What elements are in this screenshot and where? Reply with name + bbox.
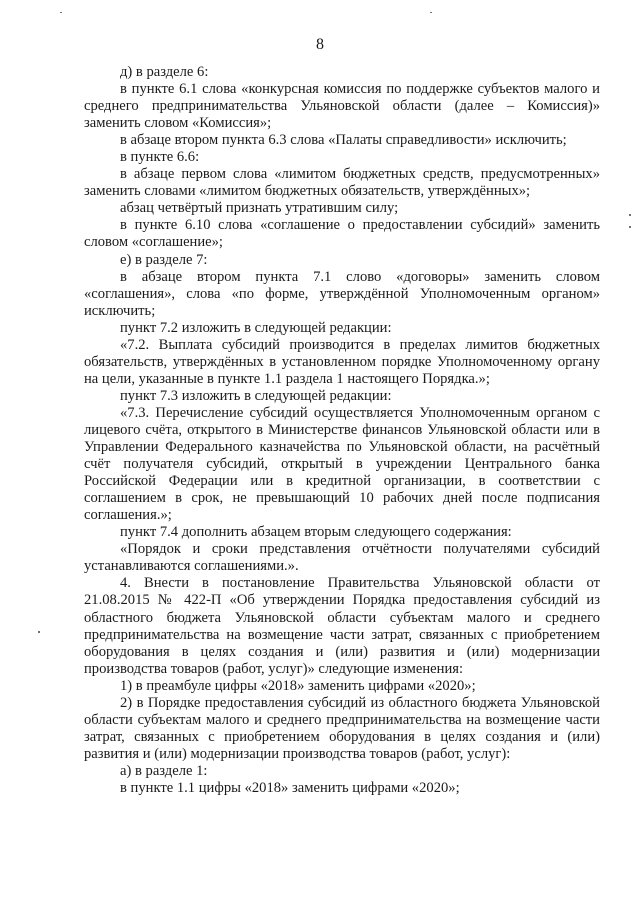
scan-speck (430, 12, 432, 13)
paragraph: «Порядок и сроки представления отчётности получателями субсидий устанавливаются соглашениями.». (84, 541, 600, 575)
paragraph: 4. Внести в постановление Правительства Ульяновской области от 21.08.2015 № 422-П «Об утверждении Порядка предоставления субсидий из областного бюджета Ульяновской области субъектам малого и среднего предпринимательства на возмещение части затрат, связанных с приобретением оборудования в целях создания и (или) развития и (или) модернизации производства товаров (работ, услуг)» следующие изменения: (84, 575, 600, 677)
document-body (84, 64, 600, 797)
paragraph: в абзаце втором пункта 7.1 слово «договоры» заменить словом «соглашения», слова «по форме, утверждённой Уполномоченным органом» исключить; (84, 268, 600, 319)
paragraph: 1) в преамбуле цифры «2018» заменить цифрами «2020»; (120, 677, 476, 694)
paragraph: в пункте 6.6: (120, 149, 200, 166)
paragraph: в абзаце втором пункта 6.3 слова «Палаты справедливости» исключить; (120, 132, 567, 149)
paragraph: в пункте 1.1 цифры «2018» заменить цифрами «2020»; (120, 779, 460, 796)
paragraph: е) в разделе 7: (120, 251, 208, 268)
paragraph: абзац четвёртый признать утратившим силу; (120, 200, 399, 217)
paragraph: пункт 7.2 изложить в следующей редакции: (120, 319, 392, 336)
paragraph: 2) в Порядке предоставления субсидий из областного бюджета Ульяновской области субъектам малого и среднего предпринимательства на возмещение части затрат, связанных с приобретением оборудования в целях создания и (или) развития и (или) модернизации производства товаров (работ, услуг): (84, 694, 600, 762)
scan-speck (629, 214, 631, 216)
scan-speck (60, 12, 62, 13)
scan-speck (629, 226, 631, 228)
page-number: 8 (316, 36, 324, 53)
paragraph: д) в разделе 6: (120, 64, 209, 80)
paragraph: пункт 7.4 дополнить абзацем вторым следующего содержания: (120, 524, 512, 541)
paragraph: а) в разделе 1: (120, 762, 208, 779)
paragraph: в пункте 6.1 слова «конкурсная комиссия по поддержке субъектов малого и среднего предпринимательства Ульяновской области (далее – Комиссия)» заменить словом «Комиссия»; (84, 81, 600, 132)
paragraph: в пункте 6.10 слова «соглашение о предоставлении субсидий» заменить словом «соглашение»; (84, 217, 600, 251)
paragraph: «7.2. Выплата субсидий производится в пределах лимитов бюджетных обязательств, утверждённых в установленном порядке Уполномоченному органу на цели, указанные в пункте 1.1 раздела 1 настоящего Порядка.»; (84, 336, 600, 387)
paragraph: пункт 7.3 изложить в следующей редакции: (120, 387, 392, 404)
paragraph: в абзаце первом слова «лимитом бюджетных средств, предусмотренных» заменить словами «лимитом бюджетных обязательств, утверждённых»; (84, 166, 600, 200)
scan-speck (38, 631, 40, 633)
paragraph: «7.3. Перечисление субсидий осуществляется Уполномоченным органом с лицевого счёта, открытого в Министерстве финансов Ульяновской области или в Управлении Федерального казначейства по Ульяновской области, на расчётный счёт получателя субсидий, открытый в учреждении Центрального банка Российской Федерации или в кредитной организации, в соответствии с соглашением в срок, не превышающий 10 рабочих дней после подписания соглашения.»; (84, 404, 600, 524)
